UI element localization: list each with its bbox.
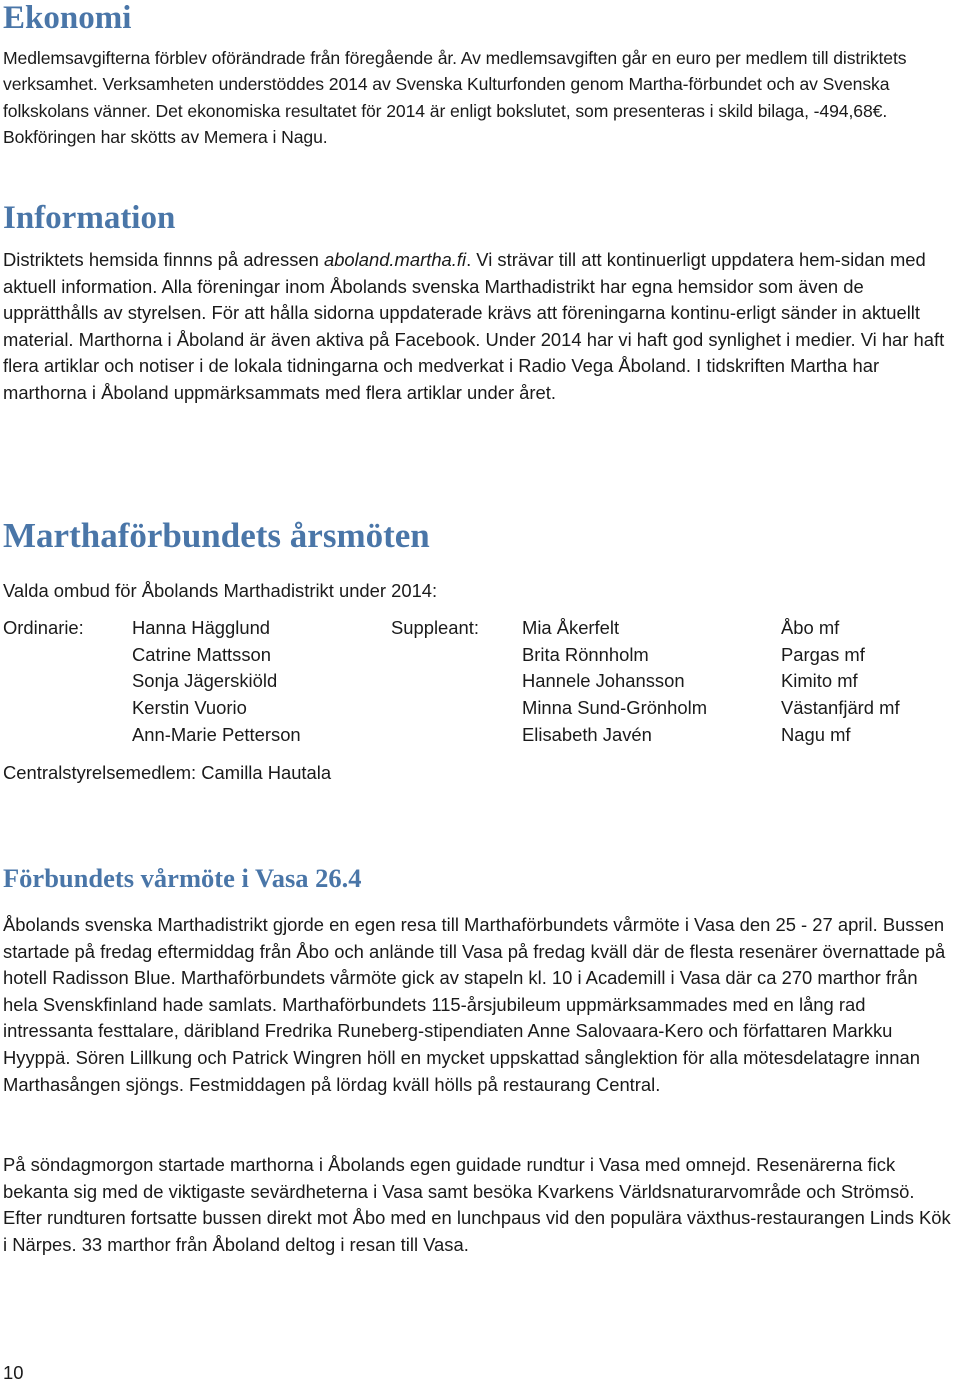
website-link[interactable]: aboland.martha.fi	[323, 249, 467, 270]
suppleant-list	[522, 615, 707, 749]
forening-item: Åbo mf	[781, 617, 840, 638]
varmote-paragraph-2: På söndagmorgon startade marthorna i Åbolands egen guidade rundtur i Vasa med omnejd. Resenärerna fick bekanta sig med de viktigaste sevärdheterna i Vasa samt besöka Kvarkens Världsnaturarvområde och Strömsö. Efter rundturen fortsatte bussen direkt mot Åbo med en lunchpaus vid den populära växthus-restaurangen Linds Kök i Närpes. 33 marthor från Åboland deltog i resan till Vasa.	[3, 1154, 951, 1255]
heading-varmote: Förbundets vårmöte i Vasa 26.4	[3, 863, 362, 893]
suppleant-item: Hannele Johansson	[522, 670, 685, 692]
forening-item: Nagu mf	[781, 723, 851, 745]
suppleant-item: Mia Åkerfelt	[522, 617, 620, 638]
forening-item: Kimito mf	[781, 670, 858, 692]
ekonomi-paragraph: Medlemsavgifterna förblev oförändrade från föregående år. Av medlemsavgiften går en euro per medlem till distriktets verksamhet. Verksamheten understöddes 2014 av Svenska Kulturfonden genom Martha-förbundet och av Svenska folkskolans vänner. Det ekonomiska resultatet för 2014 är enligt bokslutet, som presenteras i skild bilaga, -494,68€. Bokföringen har skötts av Memera i Nagu.	[3, 48, 907, 148]
ordinarie-item: Hanna Hägglund	[132, 617, 271, 638]
ordinarie-list	[132, 615, 301, 749]
information-paragraph	[3, 247, 956, 407]
information-text-2: . Vi strävar till att kontinuerligt uppdatera hem-sidan med aktuell information. Alla föreningar inom Åbolands svenska Marthadistrikt har egna hemsidor som även de upprätthålls av styrelsen. För att hålla sidorna uppdaterade krävs att föreningarna kontinu-erligt sänder in aktuellt material. Marthorna i Åboland är även aktiva på Facebook. Under 2014 har vi haft god synlighet i medier. Vi har haft flera artiklar och notiser i de lokala tidningarna och medverkat i Radio Vega Åboland. I tidskriften Martha har marthorna i Åboland uppmärksammats med flera artiklar under året.	[3, 249, 945, 403]
centralstyrelse-member: Centralstyrelsemedlem: Camilla Hautala	[3, 762, 332, 783]
ordinarie-item: Sonja Jägerskiöld	[132, 670, 278, 692]
heading-information: Information	[3, 200, 176, 236]
forening-item: Västanfjärd mf	[781, 697, 900, 719]
suppleant-label: Suppleant:	[391, 617, 479, 638]
suppleant-item: Minna Sund-Grönholm	[522, 697, 708, 719]
suppleant-item: Brita Rönnholm	[522, 643, 649, 665]
forening-list	[781, 615, 900, 749]
varmote-paragraph-1: Åbolands svenska Marthadistrikt gjorde en egen resa till Marthaförbundets vårmöte i Vasa den 25 - 27 april. Bussen startade på fredag eftermiddag från Åbo och anlände till Vasa på fredag kväll där de flesta resenärer övernattade på hotell Radisson Blue. Marthaförbundets vårmöte gick av stapeln kl. 10 i Academill i Vasa där ca 270 marthor från hela Svenskfinland hade samlats. Marthaförbundets 115-årsjubileum uppmärksammades med en lång rad intressanta festtalare, däribland Fredrika Runeberg-stipendiaten Anne Salovaara-Kero och författaren Markku Hyyppä. Sören Lillkung och Patrick Wingren höll en mycket uppskattad sånglektion för alla mötesdelatagre innan Marthasången sjöngs. Festmiddagen på lördag kväll hölls på restaurang Central.	[3, 914, 946, 1095]
heading-arsmoten: Marthaförbundets årsmöten	[3, 516, 430, 555]
forening-item: Pargas mf	[781, 643, 865, 665]
ordinarie-item: Kerstin Vuorio	[132, 697, 247, 719]
ordinarie-label: Ordinarie:	[3, 617, 84, 638]
information-text-1: Distriktets hemsida finnns på adressen	[3, 249, 324, 270]
page-number: 10	[3, 1362, 24, 1383]
ordinarie-item: Catrine Mattsson	[132, 643, 272, 665]
heading-ekonomi: Ekonomi	[3, 0, 132, 36]
suppleant-item: Elisabeth Javén	[522, 723, 652, 745]
arsmoten-intro: Valda ombud för Åbolands Marthadistrikt under 2014:	[3, 580, 438, 601]
ordinarie-item: Ann-Marie Petterson	[132, 723, 301, 745]
